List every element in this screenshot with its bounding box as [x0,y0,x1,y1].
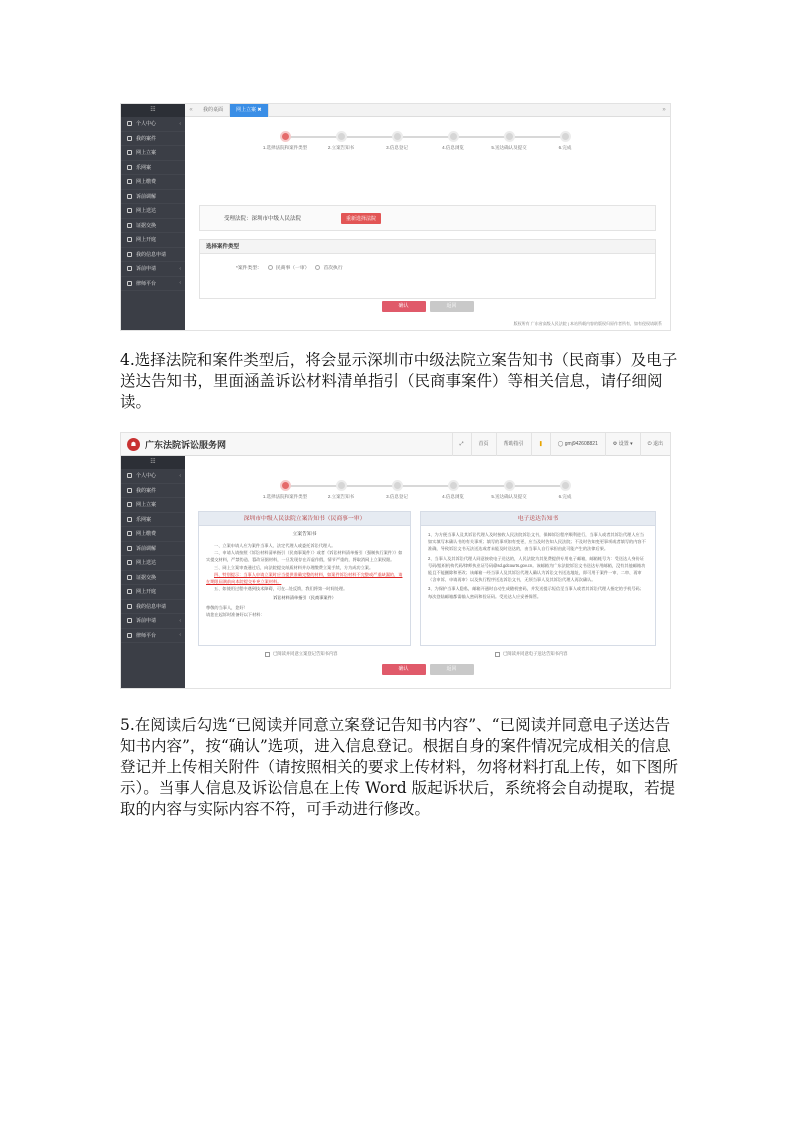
menu-icon [127,502,132,507]
action-buttons [185,664,670,675]
agree-e-service-notice-checkbox[interactable] [495,651,567,657]
menu-icon [127,589,132,594]
chevron-left-icon: ‹ [179,617,181,624]
sidebar-item-8[interactable] [121,219,185,234]
menu-icon [127,604,132,609]
e-service-notice-title: 电子送达告知书 [421,512,655,526]
agree-filing-notice-label[interactable]: 已阅读并同意立案登记告知书内容 [273,651,338,656]
sidebar-item-label: 网上缴费 [136,531,157,538]
chevron-left-icon: ‹ [179,280,181,287]
sidebar-item-11[interactable] [121,262,185,277]
sidebar-item-7[interactable] [121,204,185,219]
menu-icon [127,136,132,141]
sidebar-item-6[interactable] [121,542,185,557]
sidebar-item-label: 网上立案 [136,150,157,157]
step-dot-icon [336,480,347,491]
step-dot-icon [560,480,571,491]
sidebar-item-label: 我的案件 [136,135,157,142]
sidebar-item-5[interactable] [121,175,185,190]
radio-civil-commercial[interactable] [268,265,273,270]
menu-icon [127,194,132,199]
menu-icon [127,252,132,257]
sidebar-item-3[interactable] [121,498,185,513]
sidebar-item-label: 网上送达 [136,208,157,215]
sidebar-item-label: 我的案件 [136,487,157,494]
menu-icon [127,560,132,565]
sidebar-item-9[interactable] [121,585,185,600]
agree-filing-notice-checkbox[interactable] [265,651,337,657]
main-content [185,117,670,330]
option-civil-commercial[interactable]: 民商事（一审） [275,266,310,271]
sidebar-item-label: 网上开庭 [136,589,157,596]
menu-icon [127,150,132,155]
sidebar-item-4[interactable] [121,513,185,528]
user-account[interactable]: ◯ gmj942608821 [550,433,605,456]
sidebar-item-2[interactable] [121,132,185,147]
sidebar-item-3[interactable] [121,146,185,161]
screenshot-filing-notice [120,432,671,689]
step-dot-icon [392,131,403,142]
step-label: 4.信息浏览 [442,145,464,150]
sidebar-item-label: 我的信息申请 [136,251,167,258]
menu-icon [127,517,132,522]
menu-icon [127,488,132,493]
sidebar-item-label: 网上缴费 [136,179,157,186]
case-type-panel [199,239,656,299]
sidebar-item-label: 证据交换 [136,222,157,229]
case-type-title: 选择案件类型 [200,240,655,254]
tab-my-desktop[interactable]: 我的桌面 [197,104,230,117]
chevron-left-icon: ‹ [179,120,181,127]
tab-online-filing[interactable]: 网上立案 ✖ [230,104,269,117]
court-name: 深圳市中级人民法院 [251,216,302,222]
screenshot-court-selection [120,103,671,331]
step-label: 3.信息登记 [386,145,408,150]
menu-icon [127,575,132,580]
step-dot-icon [280,480,291,491]
menu-icon [127,179,132,184]
notice-line: 二、申请人请按照《诉讼材料清单指引（民商事案件）》或者《诉讼材料清单指引（强制执行案件）》如实提交材料，严禁伪造、篡改证据材料，一旦发现存在弄虚作假，情节严重的，将取消网上立案权限。 [206,550,403,563]
sidebar-item-label: 证据交换 [136,574,157,581]
menu-icon [127,121,132,126]
sidebar-item-label: 诉前申请 [136,266,157,273]
sidebar-item-label: 网上立案 [136,502,157,509]
step-dot-icon [504,480,515,491]
menu-icon [127,281,132,286]
step-dot-icon [280,131,291,142]
notice-line: 五、如使用过程中遇到技术障碍，可在...处反馈，我们将第一时间处理。 [214,586,348,592]
sidebar-item-label: 诉前申请 [136,618,157,625]
settings-menu[interactable]: ⚙ 设置 ▾ [605,433,640,456]
notice-line: 2、当事人及其诉讼代理人同意接收电子送达的，人民法院为其免费提供专用电子邮箱，邮箱帐号为：受送达人身份证号码/组织机构代码/律师执业证号码@sd.gdcourts.gov.cn。该邮箱为广东法院诉讼文书送达专用邮箱，没有其他邮箱功能且不能删除和更改；该邮箱一经当事人及其诉讼代理人确认为诉讼文书送达地址，即可用于案件一审、二审、再审（含申诉、申请再审）以及执行程序送达诉讼文书，无须当事人及其诉讼代理人再次确认。 [428,555,646,583]
material-guide-heading: 诉讼材料清单指引（民商事案件） [273,595,336,601]
chevron-left-icon: ‹ [179,472,181,479]
sidebar-item-8[interactable] [121,571,185,586]
e-service-notice-panel [420,511,656,646]
option-first-execution[interactable]: 首次执行 [323,266,343,271]
step-label: 6.完成 [558,145,572,150]
agree-e-service-notice-label[interactable]: 已阅读并同意电子送达告知书内容 [503,651,568,656]
action-buttons [185,301,670,312]
notice-line: 四、特别提示：当事人申请立案时应当提供准确完整的材料，如案件诉讼材料不完整或严重缺漏的，请在期限届满前向本院提交补充立案材料。 [206,571,403,585]
notice-line: 尊敬的当事人，您好！ [206,604,248,610]
sidebar-item-4[interactable] [121,161,185,176]
checkbox-box[interactable] [495,652,500,657]
step-label: 1.选择法院和案件类型 [262,145,308,150]
sidebar-item-10[interactable] [121,600,185,615]
sidebar-item-6[interactable] [121,190,185,205]
tab-bar [185,104,670,117]
step-label: 3.信息登记 [386,494,408,499]
menu-icon [127,546,132,551]
step-dot-icon [448,480,459,491]
notice-line: 请您在起诉时准备好以下材料： [206,611,265,617]
checkbox-box[interactable] [265,652,270,657]
sidebar-item-label: 诉前调解 [136,545,157,552]
step-6 [530,131,600,151]
notice-line: 一、立案申请人应为案件当事人、法定代理人或委托诉讼代理人。 [214,543,336,548]
notice-line: 三、网上立案审查通过后，向法院提交纸质材料并办理缴费立案手续，方为成功立案。 [214,564,374,570]
court-label: 受理法院： [224,216,252,222]
sidebar-item-1[interactable] [121,469,185,484]
app-header [121,433,670,456]
home-link[interactable]: 首页 [471,433,496,456]
back-button[interactable]: 返回 [430,664,474,675]
menu-icon [127,473,132,478]
notice-line: 3、为保护当事人隐私，邮箱开通时自动生成随机密码，并发送提示短信至当事人或者其诉讼代理人指定的手机号码；每次登陆邮箱都需输入密码和验证码。受送达人应妥善保管。 [428,586,644,599]
tab-scroll-left-icon[interactable]: « [189,107,193,113]
filing-notice-subtitle: 立案告知书 [292,532,317,537]
sidebar-item-label: 诉前调解 [136,193,157,200]
sidebar [121,456,185,688]
court-panel [199,205,656,231]
sidebar-item-10[interactable] [121,248,185,263]
notice-line: 1、为方便当事人及其诉讼代理人及时接收人民法院诉讼文书，保障诉讼程序顺利进行，当事人或者其诉讼代理人应当如实填写本确认书的有关事项；填写的事项如有变更，应当及时告知人民法院；不及时告知变更事项或者填写的内容不准确，导致诉讼文书无法送达或者未能及时送达的，由当事人自行承担由此可能产生的法律后果。 [428,532,646,552]
sidebar-item-label: 网上开庭 [136,237,157,244]
menu-icon [127,266,132,271]
fullscreen-icon[interactable]: ⤢ [452,433,471,456]
sidebar-item-label: 网上送达 [136,560,157,567]
sidebar-item-12[interactable] [121,277,185,292]
menu-icon [127,531,132,536]
menu-icon [127,223,132,228]
main-content [185,456,670,688]
sidebar-item-label: 律师平台 [136,280,157,287]
site-title: 广东法院诉讼服务网 [145,439,227,450]
confirm-button[interactable]: 确认 [382,664,426,675]
help-link[interactable]: 帮助指引 [496,433,531,456]
step-label: 4.信息浏览 [442,494,464,499]
sidebar-item-label: 乐网案 [136,516,152,523]
menu-icon [127,633,132,638]
step-dot-icon [560,131,571,142]
sidebar-item-label: 乐网案 [136,164,152,171]
case-type-label: *案件类型： [236,266,262,271]
confirm-button[interactable]: 确认 [382,301,426,312]
sidebar-item-label: 个人中心 [136,121,157,128]
court-logo-icon: ☗ [127,438,140,451]
logout-button[interactable]: ⏻ 退出 [640,433,670,456]
sidebar-item-1[interactable] [121,117,185,132]
step-label: 2.立案告知书 [327,145,355,150]
sidebar-item-label: 个人中心 [136,473,157,480]
back-button[interactable]: 返回 [430,301,474,312]
sidebar-toggle-icon[interactable]: ☷ [121,104,185,117]
sidebar-item-11[interactable] [121,614,185,629]
sidebar-item-label: 我的信息申请 [136,603,167,610]
menu-icon [127,618,132,623]
sidebar [121,104,185,330]
tab-scroll-right-icon[interactable]: » [662,107,666,113]
sidebar-item-5[interactable] [121,527,185,542]
chevron-left-icon: ‹ [179,632,181,639]
sidebar-item-7[interactable] [121,556,185,571]
step-label: 1.选择法院和案件类型 [262,494,308,499]
sidebar-item-9[interactable] [121,233,185,248]
filing-notice-body[interactable] [199,540,410,620]
filing-notice-title: 深圳市中级人民法院立案告知书（民商事一审） [199,512,410,526]
step-6 [530,480,600,500]
e-service-notice-body[interactable] [421,526,655,604]
notification-icon[interactable]: ❚ [531,433,550,456]
step-label: 6.完成 [558,494,572,499]
step-dot-icon [504,131,515,142]
step-label: 5.送达确认及提交 [491,494,527,499]
menu-icon [127,165,132,170]
step-dot-icon [392,480,403,491]
step-progress [262,131,585,155]
sidebar-item-12[interactable] [121,629,185,644]
step-label: 5.送达确认及提交 [491,145,527,150]
footer-copyright: 版权所有 广东省高级人民法院 | 本站所载内容的版权归原作者所有，如有侵权请联系 [513,321,662,326]
step-dot-icon [336,131,347,142]
case-type-row [200,254,655,271]
sidebar-item-2[interactable] [121,484,185,499]
menu-icon [127,237,132,242]
step-label: 2.立案告知书 [327,494,355,499]
menu-icon [127,208,132,213]
sidebar-item-label: 律师平台 [136,632,157,639]
radio-first-execution[interactable] [315,265,320,270]
instruction-paragraph-4: 4.选择法院和案件类型后，将会显示深圳市中级法院立案告知书（民商事）及电子送达告知书，里面涵盖诉讼材料清单指引（民商事案件）等相关信息，请仔细阅读。 [120,351,678,411]
sidebar-toggle-icon[interactable]: ☷ [121,456,185,469]
reselect-court-button[interactable]: 重新选择法院 [341,213,381,224]
chevron-left-icon: ‹ [179,265,181,272]
step-dot-icon [448,131,459,142]
filing-notice-panel [198,511,411,646]
instruction-paragraph-5: 5.在阅读后勾选“已阅读并同意立案登记告知书内容”、“已阅读并同意电子送达告知书内容”，按“确认”选项，进入信息登记。根据自身的案件情况完成相关的信息登记并上传相关附件（请按照相关的要求上传材料，勿将材料打乱上传，如下图所示）。当事人信息及诉讼信息在上传 Word 版起诉状后，系统将会自动提取，若提取的内容与实际内容不符，可手动进行修改。 [120,716,679,818]
step-progress [262,480,585,504]
